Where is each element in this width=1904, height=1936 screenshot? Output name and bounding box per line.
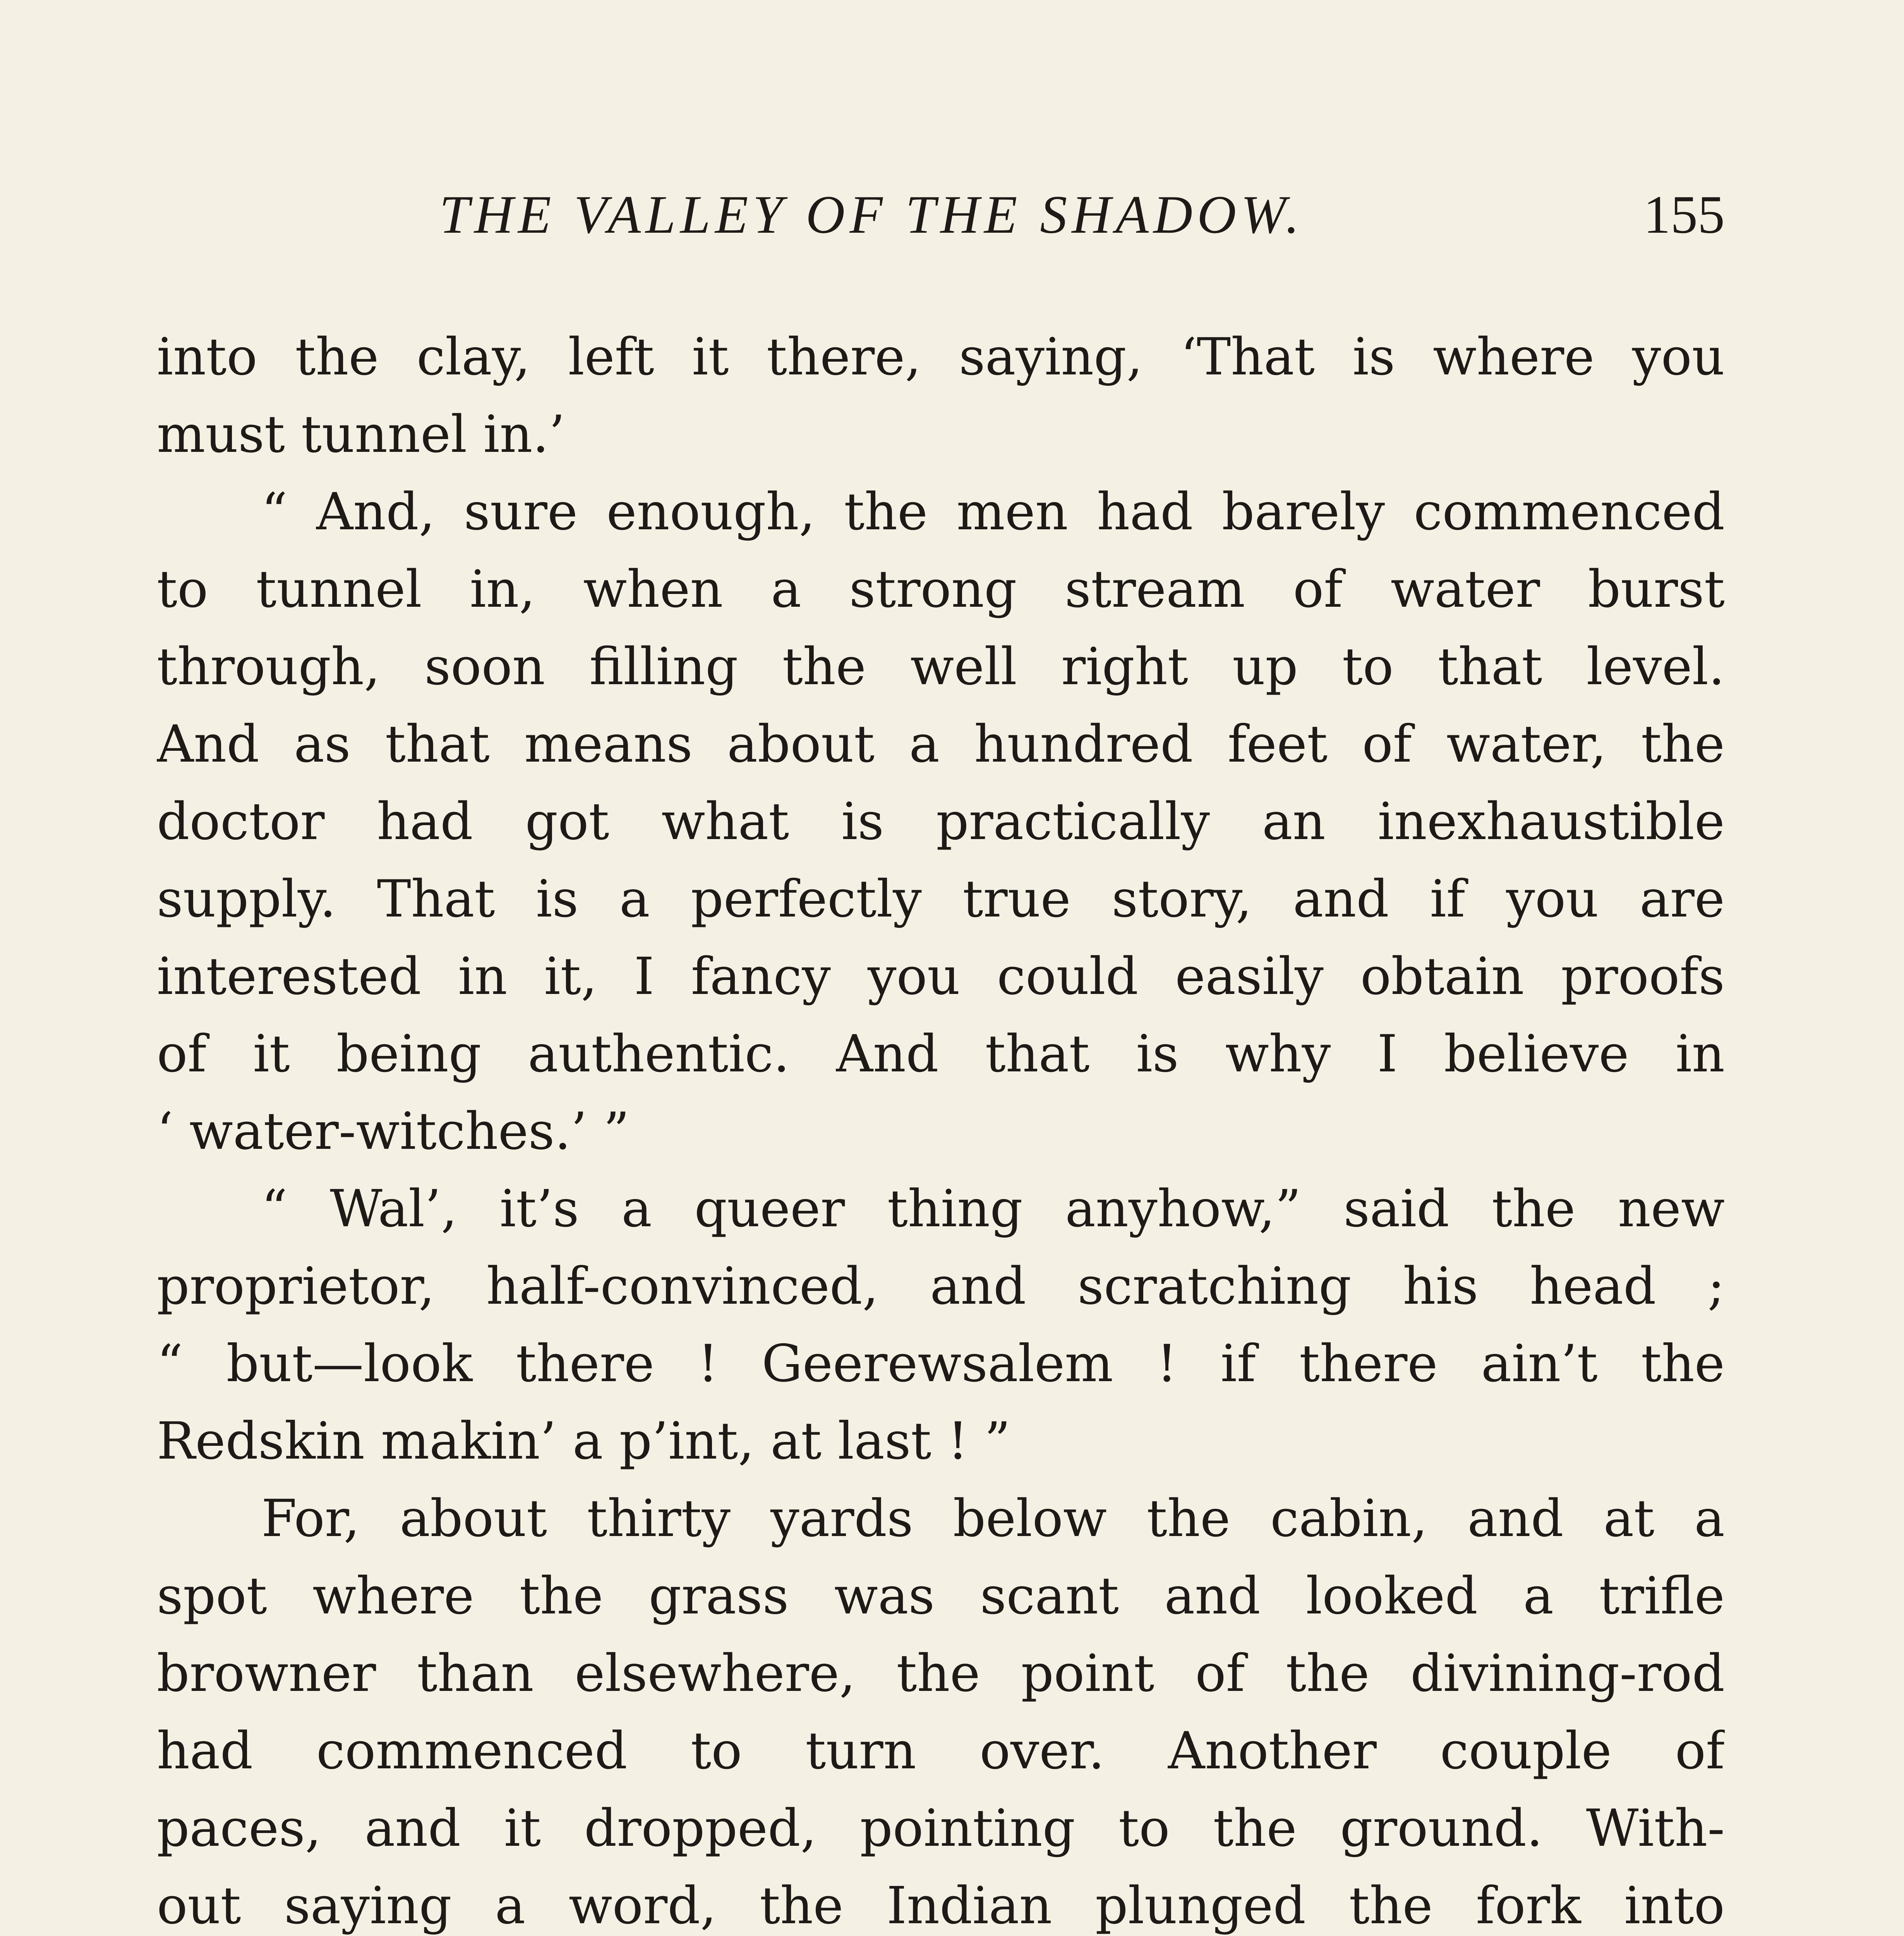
text-line: had commenced to turn over. Another couple of <box>157 1721 1725 1781</box>
text-line: ‘ water-witches.’ ” <box>157 1102 630 1161</box>
text-line: of it being authentic. And that is why I believe in <box>157 1024 1725 1084</box>
running-title: THE VALLEY OF THE SHADOW. <box>439 185 1304 245</box>
text-line: spot where the grass was scant and looked a trifle <box>157 1566 1725 1626</box>
text-line: paces, and it dropped, pointing to the ground. With- <box>157 1799 1725 1858</box>
text-line: through, soon filling the well right up to that level. <box>157 637 1725 697</box>
text-line: doctor had got what is practically an inexhaustible <box>157 792 1725 851</box>
text-line: “ but—look there ! Geerewsalem ! if there ain’t the <box>157 1334 1725 1394</box>
text-line: interested in it, I fancy you could easily obtain proofs <box>157 947 1725 1006</box>
text-line: must tunnel in.’ <box>157 405 565 464</box>
text-line: supply. That is a perfectly true story, and if you are <box>157 869 1725 929</box>
text-line: And as that means about a hundred feet of water, the <box>157 714 1725 774</box>
text-line: proprietor, half-convinced, and scratching his head ; <box>157 1256 1725 1316</box>
running-head <box>157 176 1725 254</box>
text-line: browner than elsewhere, the point of the divining-rod <box>157 1644 1725 1703</box>
text-line: “ And, sure enough, the men had barely commenced <box>261 482 1725 542</box>
text-line: Redskin makin’ a p’int, at last ! ” <box>157 1411 1011 1471</box>
text-line: into the clay, left it there, saying, ‘That is where you <box>157 327 1725 387</box>
text-line: out saying a word, the Indian plunged the fork into <box>157 1876 1725 1936</box>
text-line: to tunnel in, when a strong stream of water burst <box>157 560 1725 619</box>
page-number: 155 <box>1643 185 1725 245</box>
body-text <box>157 318 1725 1936</box>
text-line: “ Wal’, it’s a queer thing anyhow,” said the new <box>261 1179 1725 1239</box>
text-line: For, about thirty yards below the cabin, and at a <box>261 1489 1725 1548</box>
